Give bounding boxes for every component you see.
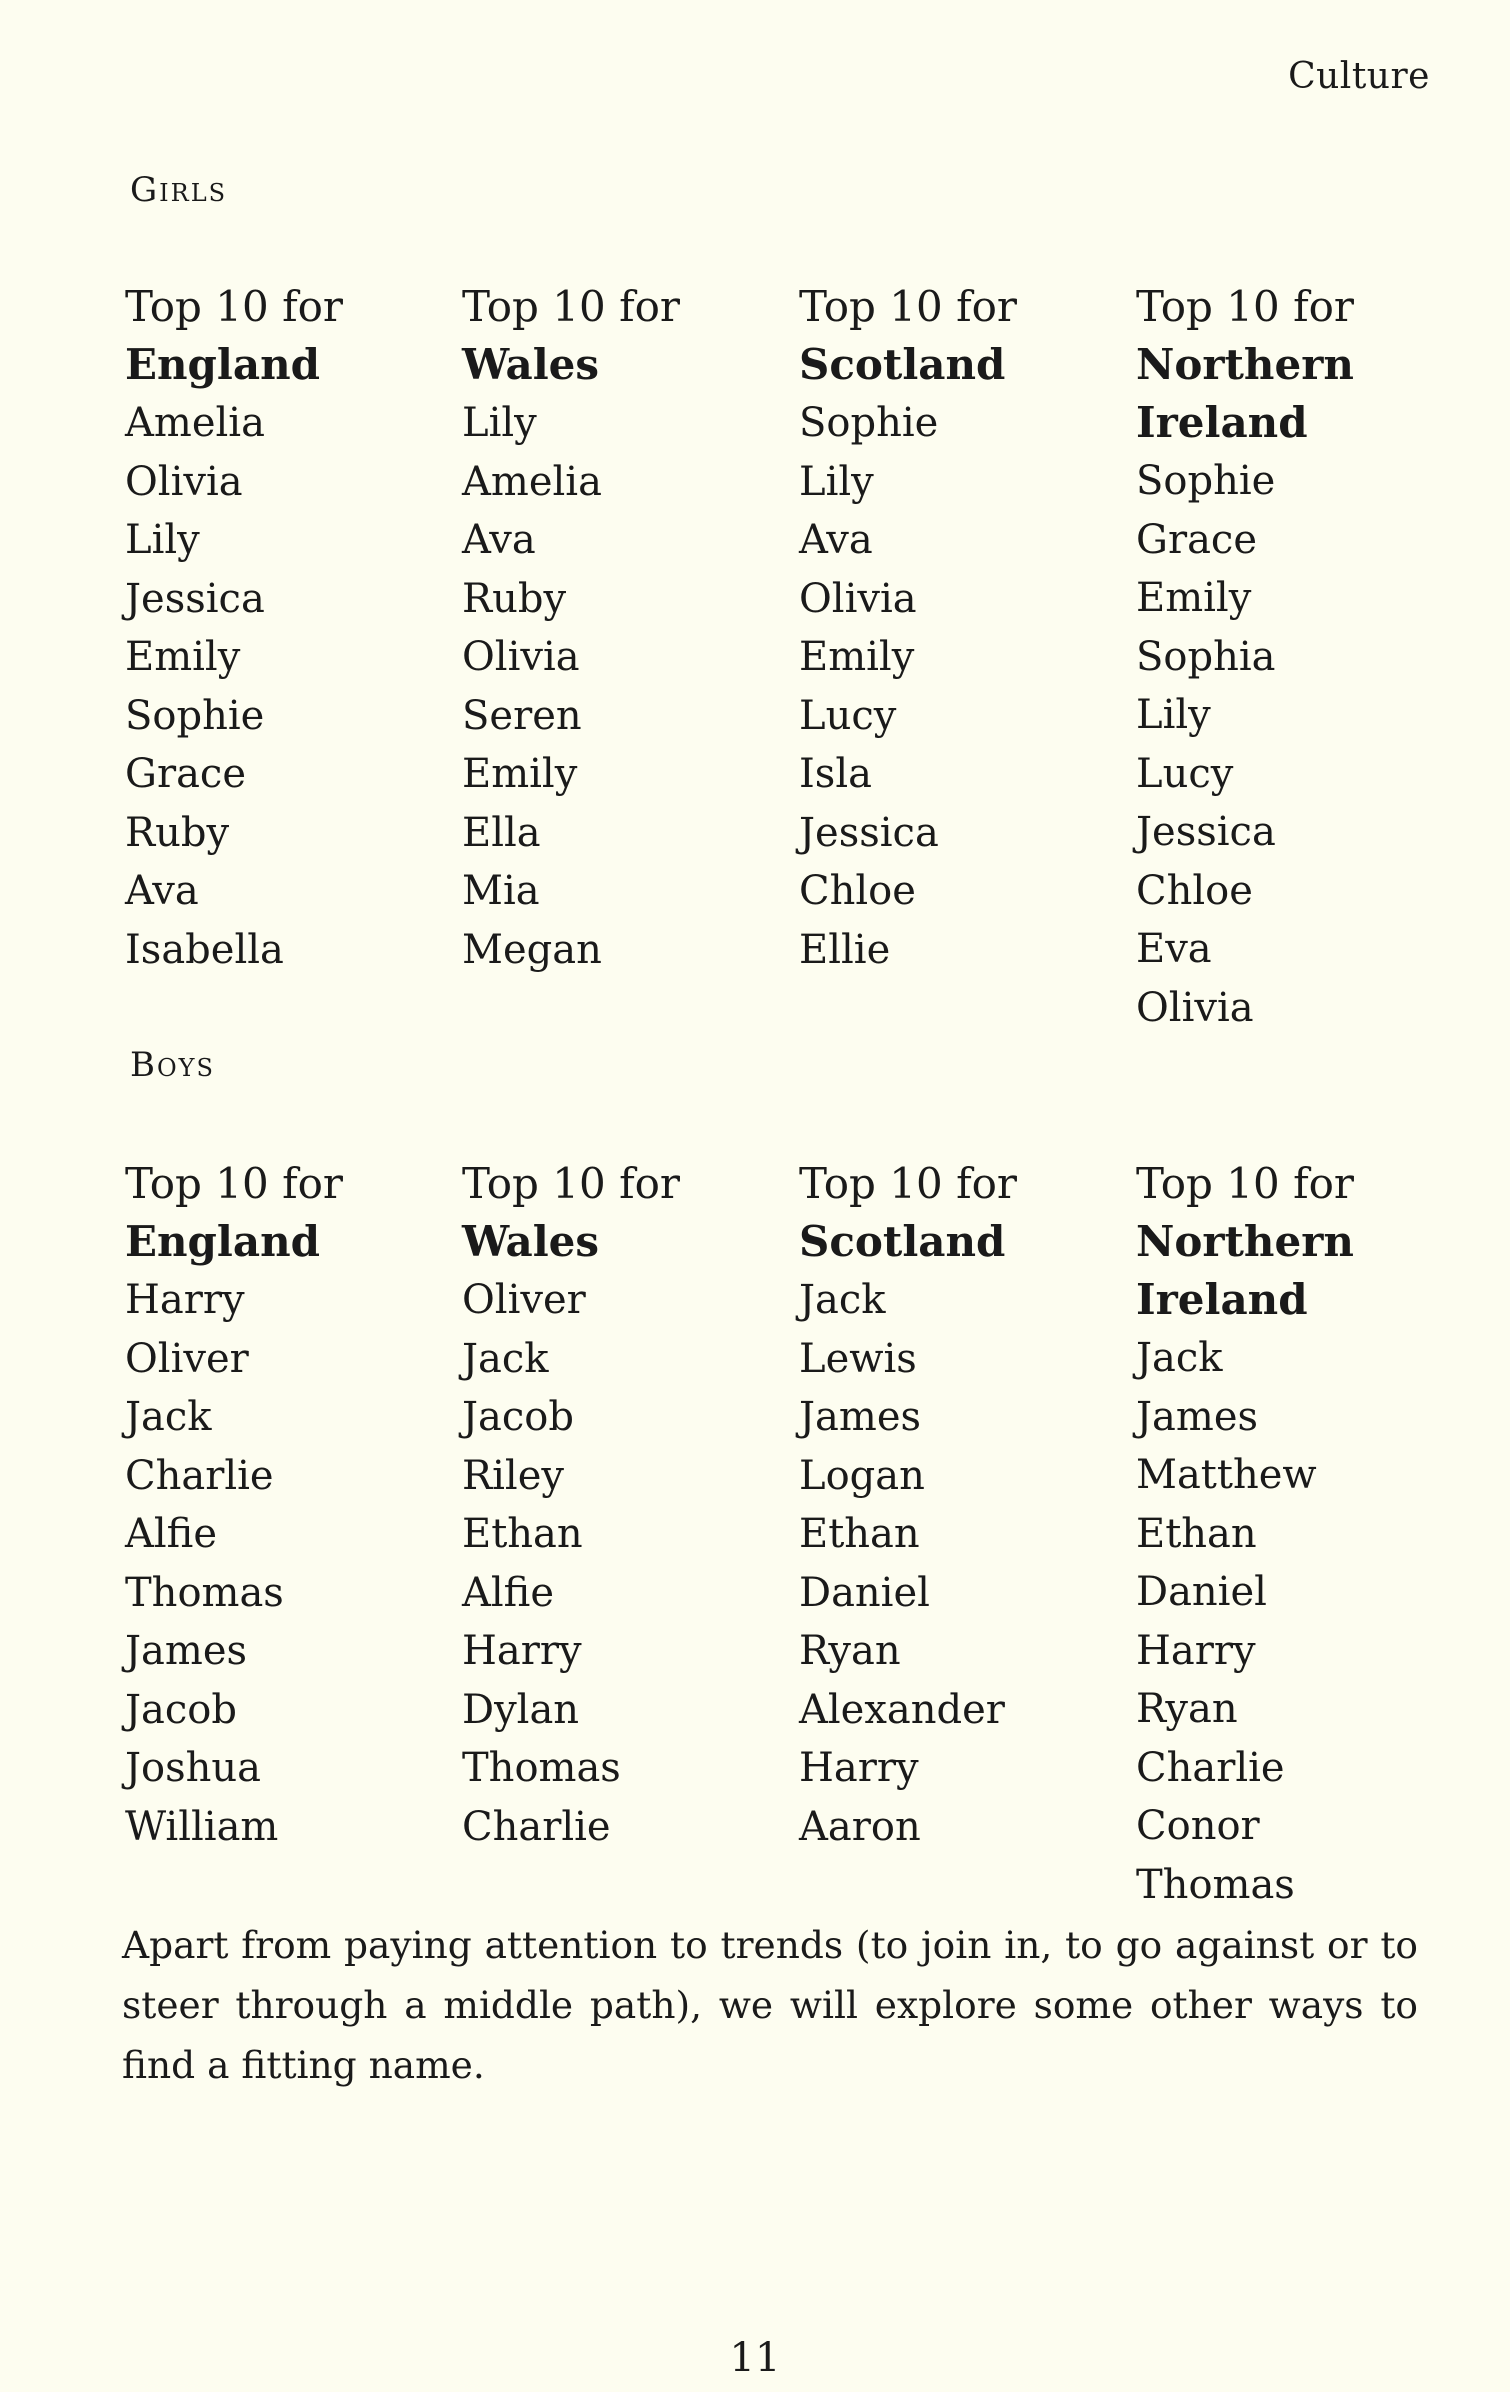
- list-item: Logan: [799, 1452, 925, 1499]
- girls-column: [462, 278, 799, 1037]
- boys-column: [462, 1155, 799, 1914]
- girls-column: [125, 278, 462, 1037]
- list-item: Harry: [125, 1277, 245, 1323]
- list-item: Mia: [462, 868, 540, 914]
- list-item: Ellie: [799, 926, 891, 973]
- column-title: [799, 278, 1136, 394]
- list-item: Ruby: [125, 809, 230, 856]
- column-title: [799, 1155, 1136, 1271]
- column-title-prefix: Top 10 for: [125, 1159, 343, 1208]
- list-item: Ryan: [1136, 1686, 1238, 1732]
- section-heading-girls: Girls: [130, 170, 228, 210]
- list-item: Sophie: [125, 692, 265, 739]
- column-title: [462, 278, 799, 394]
- list-item: Lucy: [799, 692, 897, 739]
- list-item: Amelia: [462, 458, 602, 505]
- list-item: Ruby: [462, 575, 567, 622]
- list-item: Thomas: [1136, 1861, 1295, 1908]
- list-item: William: [125, 1803, 279, 1850]
- list-item: Charlie: [125, 1452, 274, 1499]
- list-item: Conor: [1136, 1803, 1260, 1849]
- list-item: Sophie: [799, 400, 939, 446]
- list-item: Oliver: [462, 1277, 586, 1323]
- body-paragraph: Apart from paying attention to trends (to join in, to go against or to steer through a middle path), we will explore some other ways to find a fitting name.: [122, 1923, 1418, 2087]
- column-title-prefix: Top 10 for: [799, 282, 1017, 331]
- list-item: Ethan: [1136, 1510, 1257, 1557]
- list-item: Alexander: [799, 1686, 1005, 1733]
- list-item: Amelia: [125, 400, 265, 446]
- name-list: [799, 1271, 1136, 1856]
- column-title-region: Northern Ireland: [1136, 1217, 1354, 1324]
- list-item: Lily: [125, 517, 200, 563]
- list-item: Ava: [125, 868, 199, 914]
- list-item: James: [799, 1394, 922, 1440]
- list-item: Jack: [799, 1277, 886, 1323]
- list-item: Jacob: [125, 1686, 237, 1733]
- list-item: Harry: [462, 1628, 582, 1674]
- name-list: [1136, 452, 1473, 1037]
- column-title-prefix: Top 10 for: [799, 1159, 1017, 1208]
- name-list: [799, 394, 1136, 979]
- list-item: Lucy: [1136, 750, 1234, 797]
- list-item: Alfie: [125, 1511, 218, 1557]
- list-item: Emily: [462, 751, 578, 797]
- list-item: Jack: [125, 1394, 212, 1440]
- column-title: [125, 1155, 462, 1271]
- list-item: Lily: [1136, 692, 1211, 738]
- list-item: Thomas: [125, 1569, 284, 1616]
- name-list: [462, 1271, 799, 1856]
- list-item: Daniel: [799, 1569, 930, 1616]
- list-item: Matthew: [1136, 1452, 1317, 1498]
- list-item: Alfie: [462, 1569, 555, 1616]
- list-item: Jessica: [1136, 809, 1276, 855]
- list-item: Lily: [799, 458, 874, 505]
- column-title-prefix: Top 10 for: [125, 282, 343, 331]
- list-item: Seren: [462, 692, 582, 739]
- list-item: Sophia: [1136, 633, 1276, 680]
- list-item: Daniel: [1136, 1569, 1267, 1615]
- list-item: Emily: [125, 634, 241, 680]
- list-item: Eva: [1136, 926, 1212, 972]
- list-item: Olivia: [462, 634, 580, 680]
- column-title: [1136, 1155, 1473, 1329]
- list-item: Megan: [462, 926, 602, 973]
- column-title: [1136, 278, 1473, 452]
- list-item: Ethan: [462, 1511, 583, 1557]
- column-title-region: Scotland: [799, 1217, 1006, 1266]
- boys-column: [799, 1155, 1136, 1914]
- list-item: Lewis: [799, 1335, 917, 1382]
- name-list: [462, 394, 799, 979]
- list-item: Jessica: [799, 809, 939, 856]
- girls-column: [1136, 278, 1473, 1037]
- list-item: Isabella: [125, 926, 284, 973]
- list-item: Dylan: [462, 1686, 580, 1733]
- girls-columns: [125, 278, 1445, 1037]
- list-item: Aaron: [799, 1803, 921, 1850]
- column-title-prefix: Top 10 for: [1136, 1159, 1354, 1208]
- column-title-prefix: Top 10 for: [462, 1159, 680, 1208]
- column-title-prefix: Top 10 for: [462, 282, 680, 331]
- list-item: Isla: [799, 751, 872, 797]
- list-item: Ryan: [799, 1628, 901, 1674]
- list-item: Olivia: [125, 458, 243, 505]
- page-number: 11: [729, 2335, 781, 2381]
- column-title-region: England: [125, 1217, 320, 1266]
- column-title-prefix: Top 10 for: [1136, 282, 1354, 331]
- list-item: Chloe: [799, 868, 916, 914]
- column-title-region: Scotland: [799, 340, 1006, 389]
- boys-column: [125, 1155, 462, 1914]
- column-title-region: England: [125, 340, 320, 389]
- boys-columns: [125, 1155, 1445, 1914]
- list-item: Lily: [462, 400, 537, 446]
- list-item: James: [125, 1628, 248, 1674]
- list-item: Ella: [462, 809, 541, 856]
- column-title-region: Wales: [462, 340, 600, 389]
- name-list: [1136, 1329, 1473, 1914]
- list-item: Ethan: [799, 1511, 920, 1557]
- list-item: Harry: [1136, 1627, 1256, 1674]
- column-title-region: Northern Ireland: [1136, 340, 1354, 447]
- boys-column: [1136, 1155, 1473, 1914]
- list-item: Emily: [1136, 575, 1252, 621]
- list-item: Emily: [799, 634, 915, 680]
- list-item: Harry: [799, 1745, 919, 1791]
- list-item: Jack: [1136, 1335, 1223, 1381]
- list-item: Thomas: [462, 1745, 621, 1791]
- list-item: James: [1136, 1393, 1259, 1440]
- list-item: Ava: [462, 517, 536, 563]
- list-item: Sophie: [1136, 458, 1276, 504]
- list-item: Joshua: [125, 1745, 262, 1791]
- column-title: [125, 278, 462, 394]
- girls-column: [799, 278, 1136, 1037]
- list-item: Chloe: [1136, 867, 1253, 914]
- running-header: Culture: [1288, 56, 1430, 97]
- column-title: [462, 1155, 799, 1271]
- name-list: [125, 1271, 462, 1856]
- list-item: Olivia: [1136, 984, 1254, 1031]
- name-list: [125, 394, 462, 979]
- list-item: Oliver: [125, 1335, 249, 1382]
- column-title-region: Wales: [462, 1217, 600, 1266]
- list-item: Grace: [125, 751, 246, 797]
- list-item: Ava: [799, 517, 873, 563]
- list-item: Jacob: [462, 1394, 574, 1440]
- list-item: Riley: [462, 1452, 564, 1499]
- list-item: Olivia: [799, 575, 917, 622]
- list-item: Charlie: [1136, 1744, 1285, 1791]
- list-item: Jack: [462, 1335, 549, 1382]
- list-item: Jessica: [125, 575, 265, 622]
- section-heading-boys: Boys: [130, 1045, 215, 1085]
- list-item: Grace: [1136, 516, 1257, 563]
- list-item: Charlie: [462, 1803, 611, 1850]
